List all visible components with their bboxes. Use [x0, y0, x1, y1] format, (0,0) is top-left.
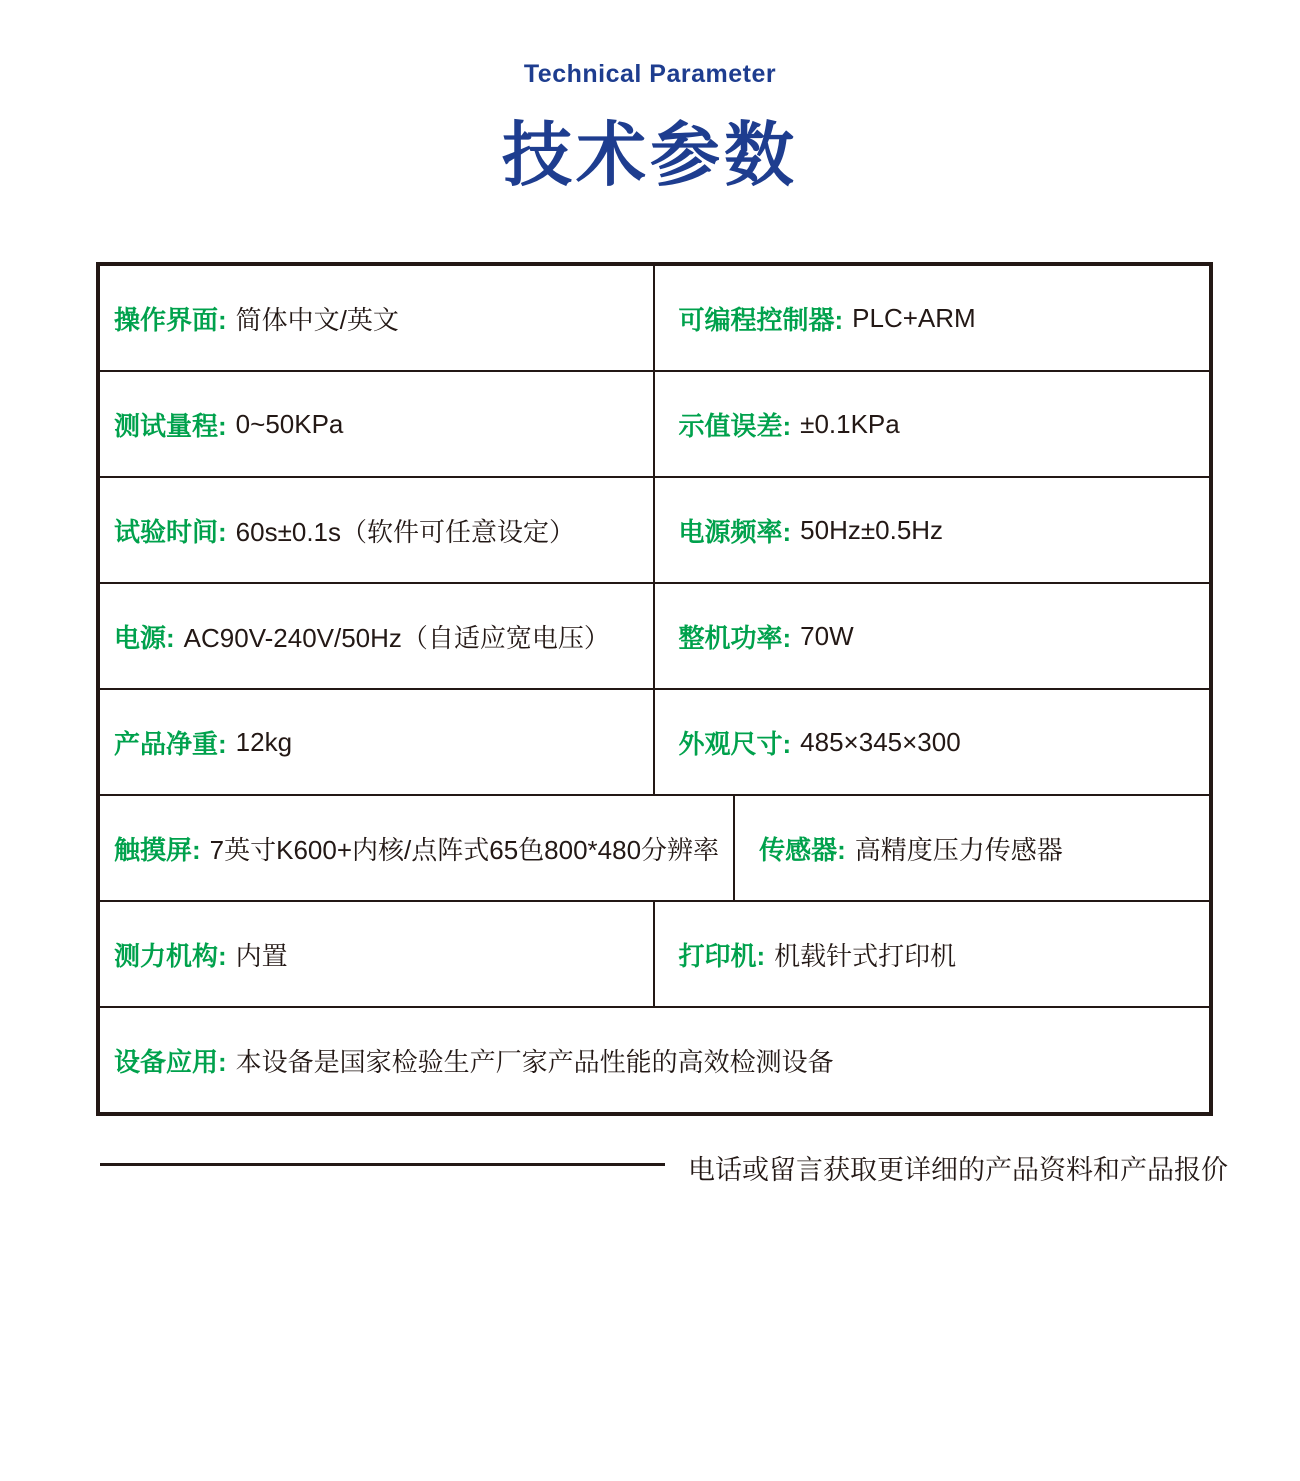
table-row — [100, 266, 1209, 370]
spec-label: 测试量程: — [114, 410, 227, 441]
spec-cell-power-supply — [100, 584, 655, 688]
table-row — [100, 794, 1209, 900]
spec-label: 触摸屏: — [114, 834, 201, 865]
spec-label: 打印机: — [678, 940, 766, 971]
spec-cell-test-time — [100, 478, 655, 582]
header-subtitle-en: Technical Parameter — [523, 60, 777, 88]
table-row — [100, 370, 1209, 476]
spec-cell-printer — [655, 902, 1210, 1006]
spec-value: 60s±0.1s（软件可任意设定） — [235, 516, 576, 547]
table-row — [100, 582, 1209, 688]
spec-label: 传感器: — [759, 834, 846, 865]
spec-label: 试验时间: — [114, 516, 227, 547]
page-header — [0, 60, 1300, 200]
spec-value: 内置 — [235, 940, 288, 971]
spec-value: 高精度压力传感器 — [854, 834, 1063, 865]
table-row — [100, 1006, 1209, 1112]
spec-cell-net-weight — [100, 690, 655, 794]
spec-cell-test-range — [100, 372, 655, 476]
spec-value: AC90V-240V/50Hz（自适应宽电压） — [183, 622, 610, 653]
spec-value: 485×345×300 — [800, 726, 961, 757]
spec-cell-dimensions — [655, 690, 1210, 794]
table-row — [100, 900, 1209, 1006]
spec-cell-power-frequency — [655, 478, 1210, 582]
spec-value: 机载针式打印机 — [774, 940, 957, 971]
spec-label: 整机功率: — [678, 622, 792, 653]
spec-value: 本设备是国家检验生产厂家产品性能的高效检测设备 — [235, 1046, 834, 1077]
spec-label: 产品净重: — [114, 728, 227, 759]
spec-table — [96, 262, 1213, 1116]
table-row — [100, 476, 1209, 582]
spec-cell-operation-interface — [100, 266, 655, 370]
spec-label: 设备应用: — [114, 1046, 227, 1077]
footer-contact-note: 电话或留言获取更详细的产品资料和产品报价 — [688, 1155, 1228, 1185]
spec-value: ±0.1KPa — [800, 408, 900, 439]
page-title: 技术参数 — [502, 116, 798, 194]
spec-label: 电源频率: — [678, 516, 792, 547]
spec-cell-indication-error — [655, 372, 1210, 476]
spec-cell-total-power — [655, 584, 1210, 688]
spec-label: 可编程控制器: — [678, 304, 844, 335]
footer-divider-line — [100, 1163, 665, 1166]
spec-label: 电源: — [114, 622, 175, 653]
spec-cell-sensor — [735, 796, 1290, 900]
spec-cell-force-mechanism — [100, 902, 655, 1006]
spec-cell-touch-screen — [100, 796, 735, 900]
spec-value: 12kg — [235, 726, 293, 757]
table-row — [100, 688, 1209, 794]
spec-value: 70W — [800, 620, 854, 651]
spec-cell-device-application — [100, 1008, 1209, 1112]
spec-value: 7英寸K600+内核/点阵式65色800*480分辨率 — [209, 834, 720, 865]
spec-label: 外观尺寸: — [678, 728, 792, 759]
spec-value: 50Hz±0.5Hz — [800, 514, 944, 545]
spec-cell-programmable-controller — [655, 266, 1210, 370]
spec-label: 示值误差: — [678, 410, 792, 441]
spec-label: 操作界面: — [114, 304, 227, 335]
spec-value: PLC+ARM — [852, 302, 976, 333]
spec-value: 0~50KPa — [235, 408, 344, 439]
spec-value: 简体中文/英文 — [235, 304, 399, 335]
spec-label: 测力机构: — [114, 940, 227, 971]
